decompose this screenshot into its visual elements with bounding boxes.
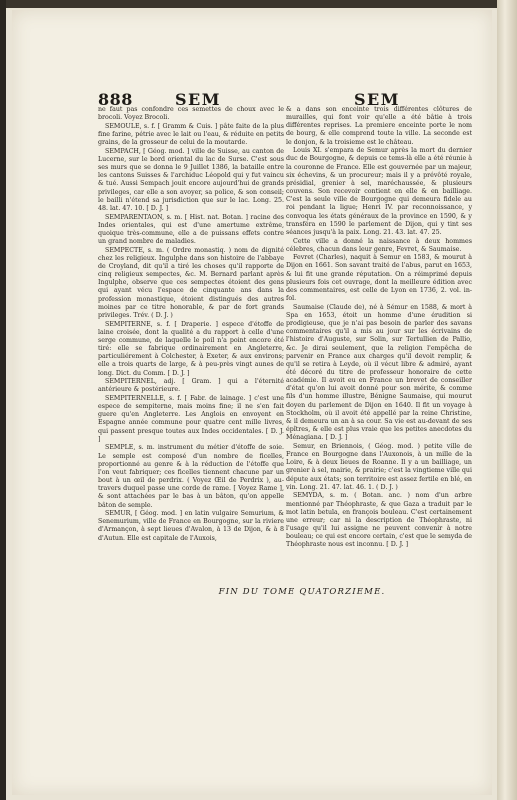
left-column	[98, 106, 284, 543]
entry-paragraph: SEMPACH, [ Géog. mod. ] ville de Suisse, au canton de Lucerne, sur le bord oriental du lac de Surse. C'est sous ses murs que se donna le 9 Juillet 1386, la bataille entre les cantons Suisses & l'archiduc Léopold qui y fut vaincu & tué. Aussi Sempach jouit encore aujourd'hui de grands privileges, car elle a son avoyer, sa police, & son conseil; le bailli n'étend sa jurisdiction que sur le lac. Long. 25. 48. lat. 47. 10. [ D. J. ]	[98, 147, 284, 212]
entry-paragraph: SEMPITERNE, s. f. [ Draperie. ] espece d'étoffe de laine croisée, dont la qualité a du rapport à celle d'une serge commune, de laquelle le poil n'a point encore été tiré: elle se fabrique ordinairement en Angleterre, particuliérement à Colchester, à Exeter, & aux environs; elle a trois quarts de large, & à peu-près vingt aunes de long. Dict. du Comm. [ D. J. ]	[98, 320, 284, 377]
scan-left-edge	[0, 0, 6, 800]
running-head-left: SEM	[175, 90, 221, 109]
entry-paragraph: SEMPITERNEL, adj. [ Gram. ] qui a l'éternité antérieure & postérieure.	[98, 378, 284, 394]
right-column	[286, 106, 472, 550]
entry-paragraph: ne faut pas confondre ces semettes de choux avec le brocoli. Voyez Brocoli.	[98, 106, 284, 122]
entry-paragraph: Semur, en Briennois, ( Géog. mod. ) petite ville de France en Bourgogne dans l'Auxonois, à un mille de la Loire, & à deux lieues de Roanne. Il y a un bailliage, un grenier à sel, mairie, & prairie; c'est la vingtieme ville qui députe aux états; son territoire est assez fertile en blé, en vin. Long. 21. 47. lat. 46. 1. ( D. J. )	[286, 442, 472, 491]
entry-paragraph: & a dans son enceinte trois différentes clôtures de murailles, qui font voir qu'elle a été bâtie à trois différentes reprises. La premiere enceinte porte le nom de bourg, & elle comprend toute la ville. La seconde est le donjon, & la troisieme est le château.	[286, 106, 472, 146]
book-page	[12, 10, 492, 795]
entry-paragraph: SEMYDA, s. m. ( Botan. anc. ) nom d'un arbre mentionné par Théophraste, & que Gaza a traduit par le mot latin betula, en françois bouleau. C'est certainement une erreur; car ni la description de Théophraste, ni l'usage qu'il lui assigne ne peuvent convenir à notre bouleau; ce qui est encore certain, c'est que le semyda de Théophraste nous est inconnu. [ D. J. ]	[286, 492, 472, 549]
entry-paragraph: SEMPITERNELLE, s. f. [ Fabr. de lainage. ] c'est une espece de sempiterne, mais moins fine; il ne s'en fait guere qu'en Angleterre. Les Anglois en envoyent en Espagne année commune pour quatre cent mille livres, qui passent presque toutes aux Indes occidentales. [ D. J. ]	[98, 394, 284, 443]
entry-paragraph: SEMPARENTAON, s. m. [ Hist. nat. Botan. ] racine des Indes orientales, qui est d'une amertume extrême, quoique très-commune, elle a de puissans effets contre un grand nombre de maladies.	[98, 213, 284, 245]
scan-top-edge	[0, 0, 517, 8]
entry-paragraph: SEMPECTE, s. m. ( Ordre monastiq. ) nom de dignité chez les religieux. Ingulphe dans son histoire de l'abbaye de Croyland, dit qu'il a tiré les choses qu'il rapporte de cinq religieux sempectes, &c. M. Bernard parlant après Ingulphe, observe que ces sempectes étoient des gens qui ayant vécu l'espace de cinquante ans dans la profession monastique, étoient distingués des autres moines par ce titre honorable, & par de fort grands privileges. Trév. ( D. J. )	[98, 246, 284, 319]
running-head-right: SEM	[354, 90, 400, 109]
entry-paragraph: SEMUR, [ Géog. mod. ] en latin vulgaire Semurium, & Senemurium, ville de France en Bourgogne, sur la riviere d'Armançon, à sept lieues d'Avalon, à 13 de Dijon, & à 8 d'Autun. Elle est capitale de l'Auxois,	[98, 510, 284, 542]
entry-paragraph: Fevret (Charles), naquit à Semur en 1583, & mourut à Dijon en 1661. Son savant traité de l'abus, parut en 1653, & lui fit une grande réputation. On a réimprimé depuis plusieurs fois cet ouvrage, dont la meilleure édition avec des commentaires, est celle de Lyon en 1736, 2. vol. in-fol.	[286, 254, 472, 303]
entry-paragraph: SEMOULE, s. f. [ Gramm & Cuis. ] pâte faite de la plus fine farine, pétrie avec le lait ou l'eau, & réduite en petits grains, de la grosseur de celui de la moutarde.	[98, 122, 284, 147]
entry-paragraph: Cette ville a donné la naissance à deux hommes célebres, chacun dans leur genre, Fevret, & Saumaise.	[286, 237, 472, 253]
entry-paragraph: Saumaise (Claude de), né à Sémur en 1588, & mort à Spa en 1653, étoit un homme d'une érudition si prodigieuse, que je n'ai pas besoin de parler des savans commentaires qu'il a mis au jour sur les écrivains de l'histoire d'Auguste, sur Solin, sur Tertullien de Pallio, &c. Je dirai seulement, que la religion l'empêcha de parvenir en France aux charges qu'il devoit remplir, & qu'il se retira à Leyde, où il vécut libre & admiré, ayant été décoré du titre de professeur honoraire de cette académie. Il avoit eu en France un brevet de conseiller d'état qu'on lui avoit donné pour son mérite, & comme fils d'un homme illustre, Bénigne Saumaise, qui mourut doyen du parlement de Dijon en 1640. Il fit un voyage à Stockholm, où il avoit été appellé par la reine Christine, & il demeura un an à sa cour. Sa vie est au-devant de ses épîtres, & elle est plus vraie que les petites anecdotes du Ménagiana. [ D. J. ]	[286, 303, 472, 442]
entry-paragraph: Louis XI. s'empara de Semur après la mort du dernier duc de Bourgogne, & depuis ce tems-là elle a été réunie à la couronne de France. Elle est gouvernée par un majeur, six échevins, & un procureur; mais il y a prévôté royale, présidial, grenier à sel, maréchaussée, & plusieurs couvens. Son recevoir contient en elle & en bailliage. C'est la seule ville de Bourgogne qui demeura fidele au roi pendant la ligue; Henri IV. par reconnoissance, y convoqua les états généraux de la province en 1590, & y transféra en 1590 le parlement de Dijon, qui y tint ses séances jusqu'à la paix. Long. 21. 43. lat. 47. 25.	[286, 147, 472, 236]
page-number: 888	[98, 90, 133, 109]
scan-right-edge	[497, 0, 517, 800]
entry-paragraph: SEMPLE, s. m. instrument du métier d'étoffe de soie. Le semple est composé d'un nombre de ficelles, proportionné au genre & à la réduction de l'étoffe que l'on veut fabriquer; ces ficelles tiennent chacune par un bout à un œil de perdrix. ( Voyez Œil de Perdrix ), au-travers duquel passe une corde de rame. [ Voyez Rame ], & sont attachées par le bas à un bâton, qu'on appelle bâton de semple.	[98, 444, 284, 509]
end-of-volume-line: FIN DU TOME QUATORZIEME.	[218, 587, 386, 597]
